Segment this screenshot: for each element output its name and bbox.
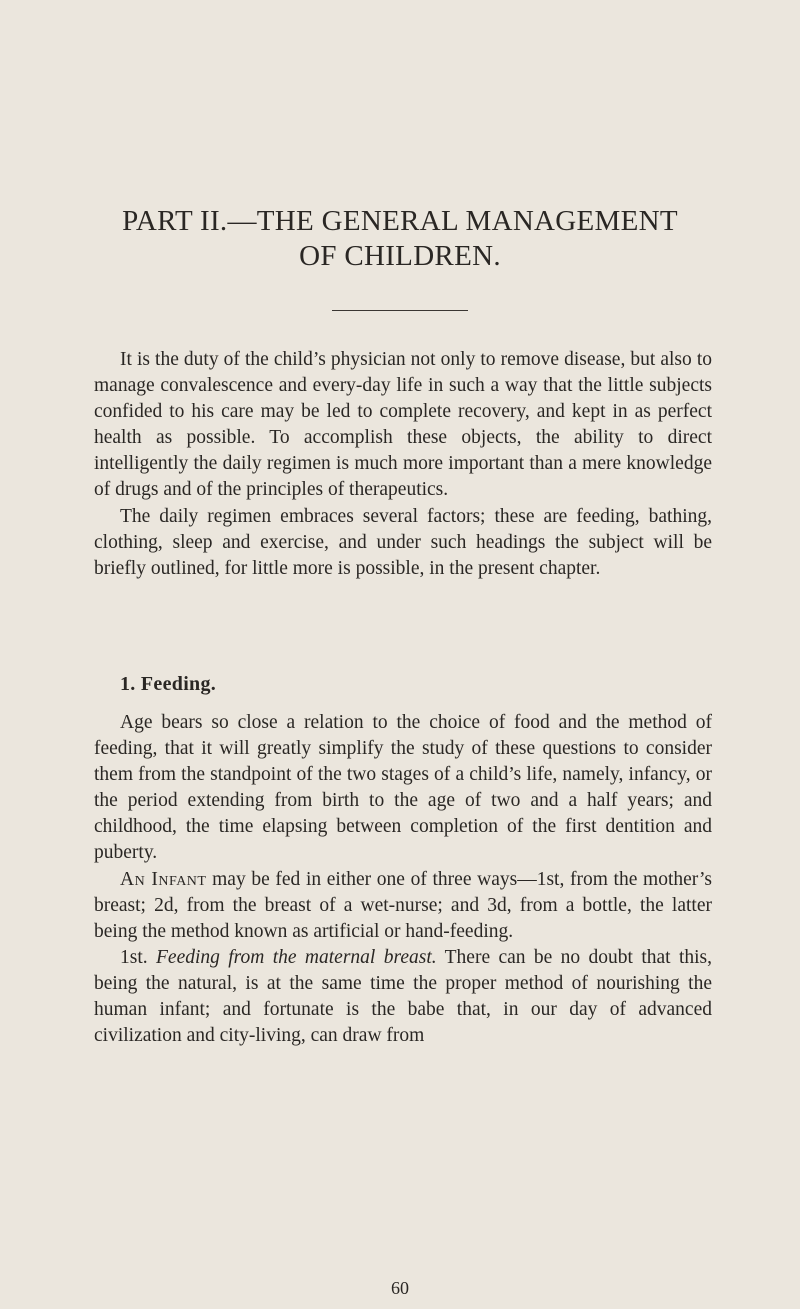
infant-smallcaps: An Infant [120, 868, 207, 890]
feeding-text [94, 710, 712, 1049]
page-number: 60 [391, 1278, 409, 1298]
title-divider [332, 310, 468, 311]
intro-paragraph-1: It is the duty of the child’s physician not only to remove disease, but also to manage convalescence and every-day life in such a way that the little subjects confided to his care may be led to complete recovery, and kept in as perfect health as possible. To accomplish these objects, the ability to direct intelligently the daily regimen is much more important than a mere knowledge of drugs and of the principles of therapeutics. [94, 349, 712, 501]
intro-paragraph-2: The daily regimen embraces several factors; these are feeding, bathing, clothing, sleep and exercise, and under such headings the subject will be briefly outlined, for little more is possible, in the present chapter. [94, 505, 712, 579]
section-heading-feeding: 1. Feeding. [120, 673, 217, 695]
chapter-title-line-1: PART II.—THE GENERAL MANAGEMENT [122, 205, 678, 237]
chapter-title-line-2: OF CHILDREN. [299, 240, 501, 272]
feeding-paragraph-3-text: There can be no doubt that this, being the natural, is at the same time the proper method of nourishing the human infant; and fortunate is the babe that, in our day of advanced civilization and city-living, can draw from [94, 946, 712, 1047]
feeding-paragraph-1: Age bears so close a relation to the choice of food and the method of feeding, that it will greatly simplify the study of these questions to consider them from the standpoint of the two stages of a child’s life, namely, infancy, or the period extending from birth to the age of two and a half years; and childhood, the time elapsing between completion of the first dentition and puberty. [94, 712, 712, 864]
intro-text [94, 347, 712, 582]
feeding-paragraph-3-number: 1st. [120, 946, 156, 968]
maternal-breast-subheading: Feeding from the maternal breast. [156, 946, 437, 968]
feeding-paragraph-2 [94, 867, 712, 945]
feeding-paragraph-3 [94, 945, 712, 1049]
feeding-paragraph-2-text: may be fed in either one of three ways—1st, from the mother’s breast; 2d, from the breast of a wet-nurse; and 3d, from a bottle, the latter being the method known as artificial or hand-feeding. [94, 868, 712, 942]
